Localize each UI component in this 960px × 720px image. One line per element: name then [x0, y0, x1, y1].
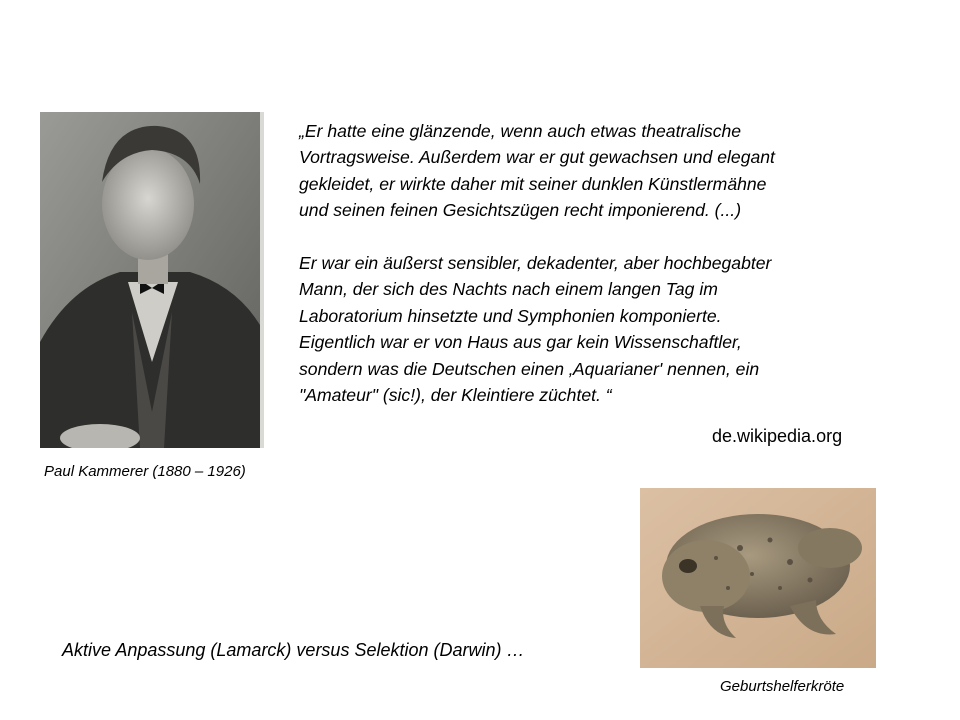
portrait-photo	[40, 112, 264, 448]
quote-line: Mann, der sich des Nachts nach einem langen Tag im	[299, 279, 718, 300]
quote-line: Eigentlich war er von Haus aus gar kein Wissenschaftler,	[299, 332, 742, 353]
quote-line: und seinen feinen Gesichtszügen recht imponierend. (...)	[299, 200, 742, 221]
toad-caption: Geburtshelferkröte	[720, 678, 845, 695]
toad-photo	[640, 488, 876, 668]
quote-source: de.wikipedia.org	[712, 426, 843, 446]
quote-line: „Er hatte eine glänzende, wenn auch etwas theatralische	[299, 121, 742, 141]
quote-line: Laboratorium hinsetzte und Symphonien komponierte.	[299, 305, 722, 326]
quote-line: gekleidet, er wirkte daher mit seiner dunklen Künstlermähne	[299, 173, 767, 194]
toad-photo-icon	[640, 488, 876, 668]
quote-line: sondern was die Deutschen einen ‚Aquarianer' nennen, ein	[299, 358, 760, 379]
footer-text: Aktive Anpassung (Lamarck) versus Selektion (Darwin) …	[62, 640, 525, 660]
quote-line: Er war ein äußerst sensibler, dekadenter, aber hochbegabter	[299, 253, 772, 274]
quote-line: Vortragsweise. Außerdem war er gut gewachsen und elegant	[299, 147, 775, 168]
portrait-caption: Paul Kammerer (1880 – 1926)	[44, 463, 246, 480]
quote-block	[299, 118, 899, 408]
portrait-photo-icon	[40, 112, 264, 448]
quote-line: "Amateur" (sic!), der Kleintiere züchtet. “	[299, 385, 612, 406]
